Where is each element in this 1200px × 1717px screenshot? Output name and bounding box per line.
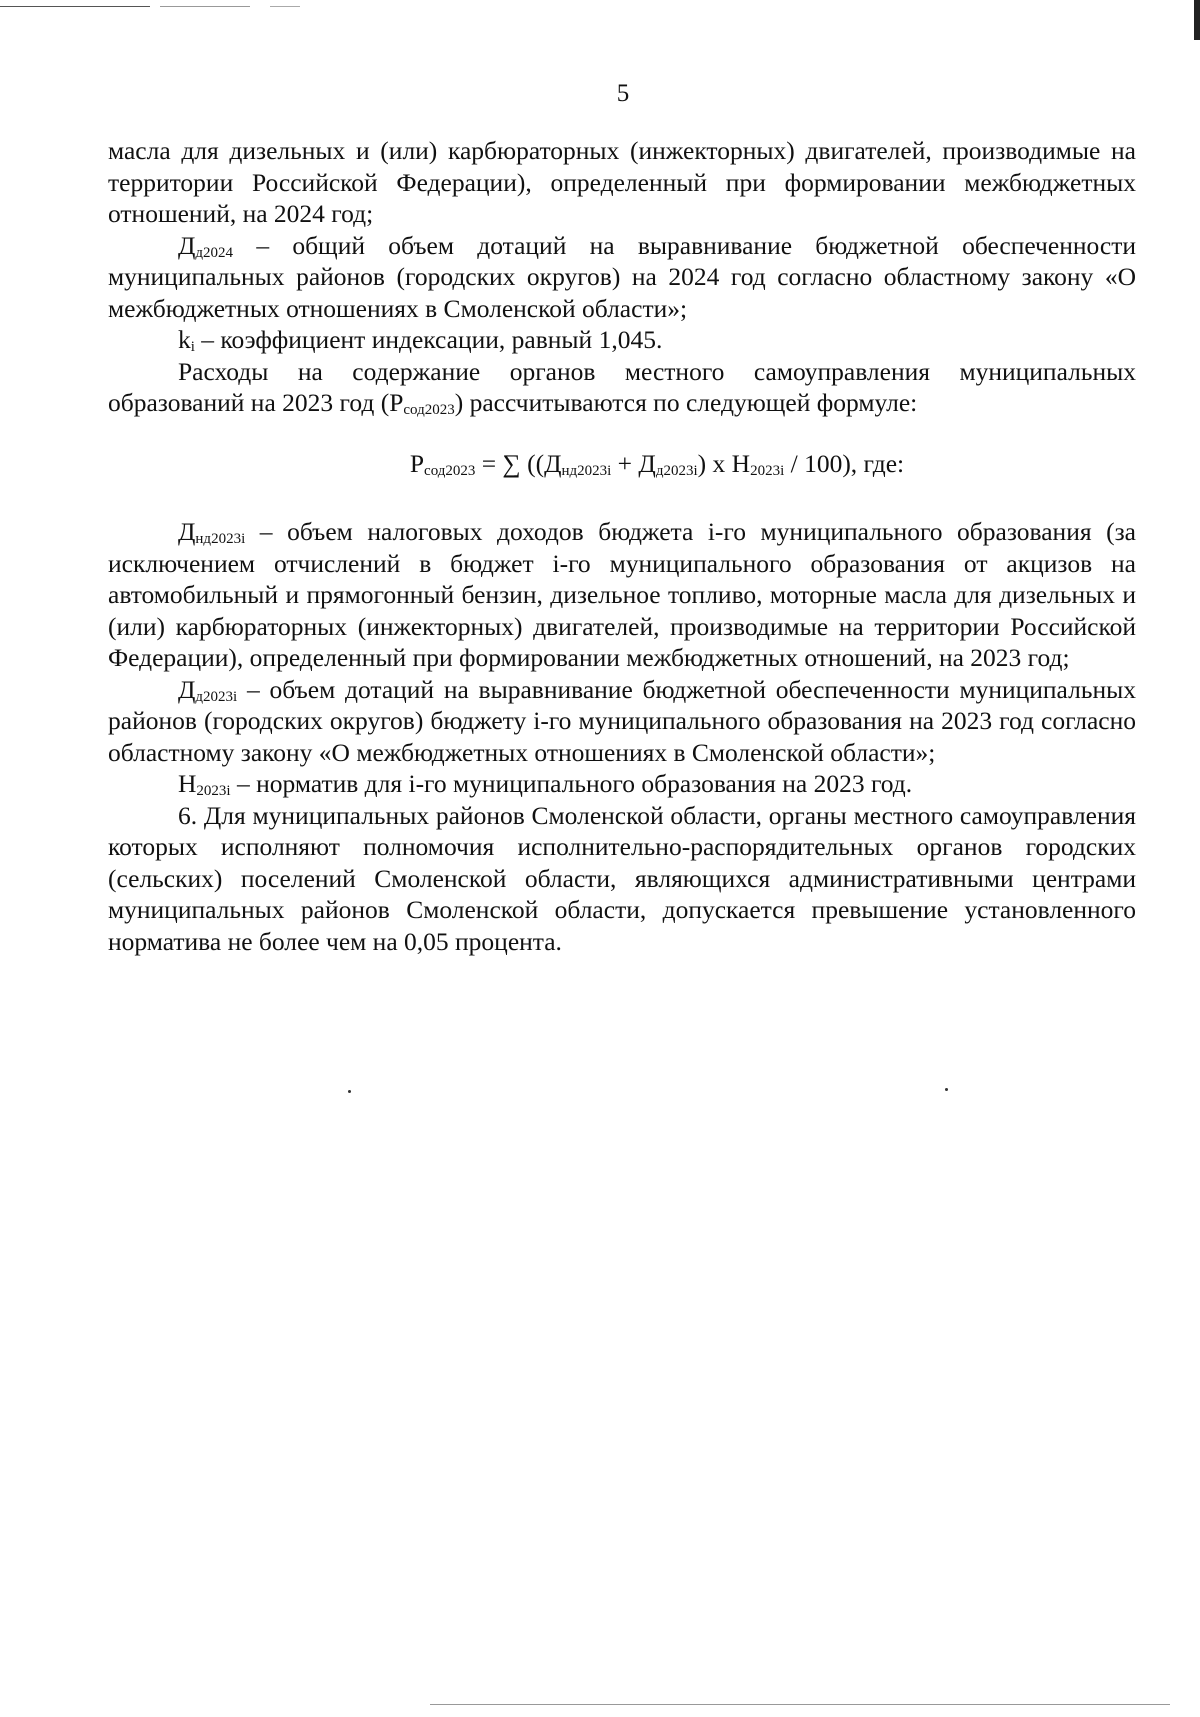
paragraph-item-6: 6. Для муниципальных районов Смоленской области, органы местного самоуправления которых исполняют полномочия исполнительно-распорядительных органов городских (сельских) поселений Смоленской области, являющихся административными центрами муниципальных районов Смоленской области, допускается превышение установленного норматива не более чем на 0,05 процента. (108, 800, 1136, 956)
paragraph-expenses-intro (108, 356, 1136, 419)
page-number: 5 (616, 80, 630, 107)
symbol: k (178, 325, 191, 354)
formula (108, 448, 1136, 480)
document-body (108, 135, 1136, 957)
symbol-subscript: д2023i (195, 688, 238, 705)
paragraph-text: Расходы на содержание органов местного самоуправления муниципальных образований на 2023 год (Р (108, 356, 1136, 417)
paragraph-text: ) рассчитываются по следующей формуле: (454, 388, 918, 417)
symbol: Д (178, 517, 196, 546)
scan-artifact-top (0, 6, 560, 7)
symbol: Д (178, 674, 196, 704)
paragraph-text: – объем дотаций на выравнивание бюджетной обеспеченности муниципальных районов (городских округов) бюджету i-го муниципального образования на 2023 год согласно областному закону «О межбюджетных отношениях в Смоленской области»; (108, 674, 1136, 767)
formula-subscript: д2023i (655, 462, 698, 479)
symbol-subscript: д2024 (195, 244, 234, 261)
formula-subscript: сод2023 (424, 462, 476, 479)
symbol-subscript: нд2023i (195, 531, 246, 547)
scan-artifact-right-edge (1194, 0, 1200, 1717)
formula-term: Р (409, 448, 425, 478)
paragraph-continuation: масла для дизельных и (или) карбюраторных (инжекторных) двигателей, производимые на территории Российской Федерации), определенный при формировании межбюджетных отношений, на 2024 год; (108, 136, 1136, 228)
scan-speck (348, 1090, 351, 1093)
symbol-subscript: сод2023 (403, 402, 455, 418)
symbol-subscript: 2023i (196, 783, 231, 799)
scan-speck (945, 1088, 948, 1091)
paragraph-norm-definition (108, 768, 1136, 800)
paragraph-text: – коэффициент индексации, равный 1,045. (194, 325, 663, 354)
formula-subscript: 2023i (750, 462, 785, 479)
formula-term: ) х Н (697, 448, 751, 478)
formula-term: + Д (611, 448, 656, 478)
paragraph-text: – объем налоговых доходов бюджета i-го муниципального образования (за исключением отчислений в бюджет i-го муниципального образования от акцизов на автомобильный и прямогонный бензин, дизельное топливо, моторные масла для дизельных и (или) карбюраторных (инжекторных) двигателей, производимые на территории Российской Федерации), определенный при формировании межбюджетных отношений, на 2023 год; (108, 517, 1136, 672)
paragraph-indexation-coefficient (108, 324, 1136, 356)
symbol: Д (178, 230, 196, 260)
symbol-subscript: i (190, 339, 195, 355)
symbol: Н (178, 769, 197, 798)
formula-term: / 100), где: (784, 448, 905, 478)
paragraph-text: – общий объем дотаций на выравнивание бюджетной обеспеченности муниципальных районов (городских округов) на 2024 год согласно областному закону «О межбюджетных отношениях в Смоленской области»; (108, 230, 1136, 323)
paragraph-tax-revenue-definition (108, 516, 1136, 674)
paragraph-dotation-2024 (108, 230, 1136, 325)
formula-subscript: нд2023i (561, 462, 612, 479)
formula-term: = ∑ ((Д (475, 448, 562, 478)
paragraph-text: – норматив для i-го муниципального образования на 2023 год. (230, 769, 913, 798)
scan-artifact-bottom (430, 1704, 1170, 1705)
paragraph-dotation-2023-definition (108, 674, 1136, 769)
